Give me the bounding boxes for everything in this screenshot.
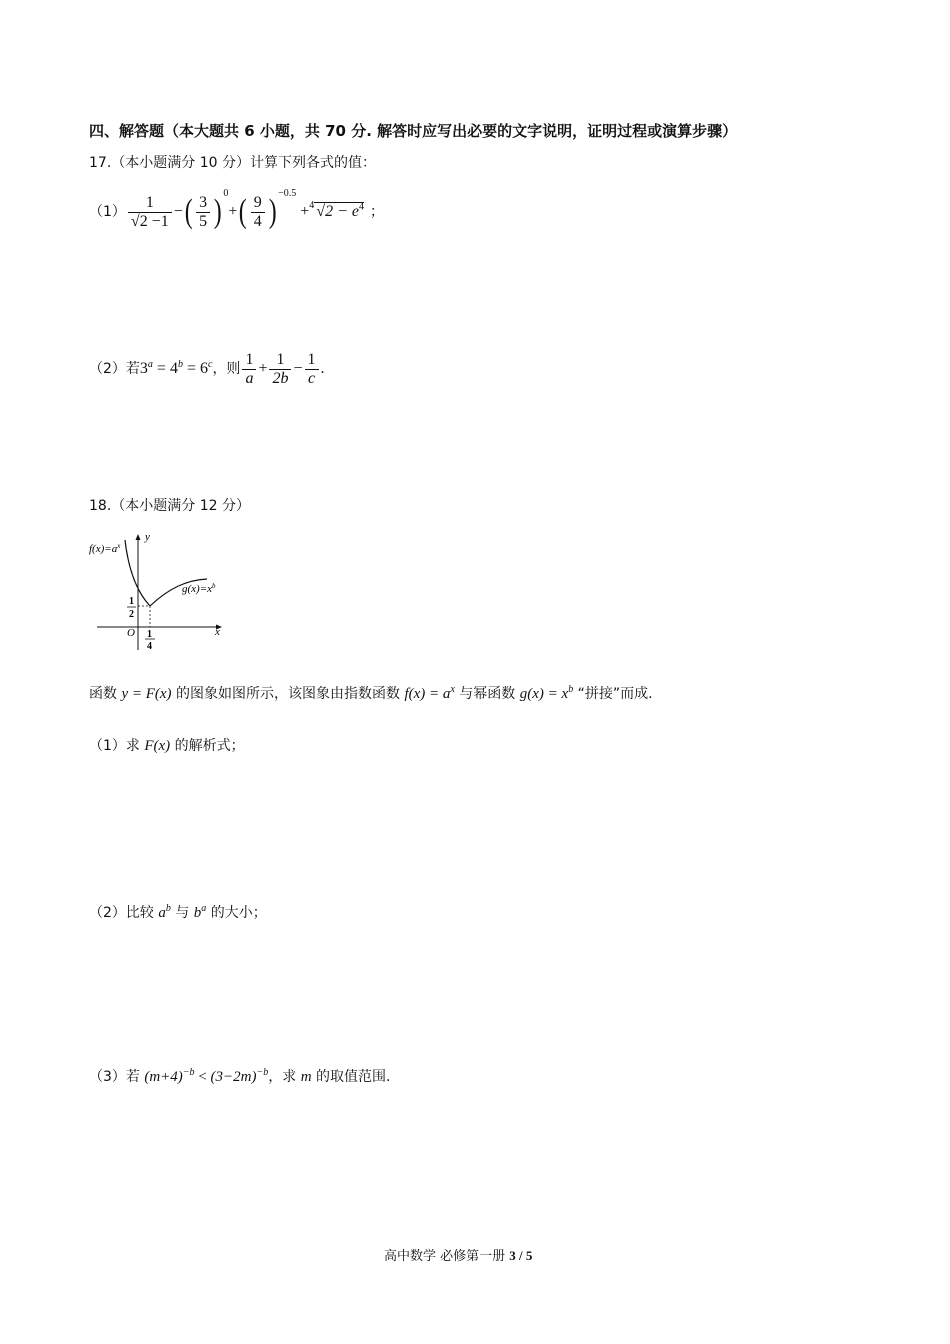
q18-part3 xyxy=(89,1066,390,1086)
q17-part2-frac2-num: 1 xyxy=(269,351,291,370)
left-paren: ( xyxy=(239,193,248,231)
q17-part1 xyxy=(89,188,384,231)
q17-part2-frac3-den: c xyxy=(307,370,316,387)
q17-part1-term2-exp: 0 xyxy=(223,188,229,199)
q17-part1-term1 xyxy=(128,194,172,231)
q17-part1-term3-den: 4 xyxy=(253,212,262,230)
x-tick-den: 4 xyxy=(147,641,152,652)
q17-part2-frac1-num: 1 xyxy=(242,351,256,370)
q18-part2-base-a: a xyxy=(158,905,166,921)
q18-part3-e: ，求 xyxy=(268,1069,301,1085)
section-title: 四、解答题（本大题共 6 小题，共 70 分. 解答时应写出必要的文字说明，证明过程或演算步骤） xyxy=(89,122,738,140)
f-label: $f(x)=a^x$ xyxy=(89,542,121,555)
q17-part2-frac2-den: 2b xyxy=(272,370,289,387)
y-axis-label: y xyxy=(145,531,150,543)
q18-desc-func-f-exp: x xyxy=(450,684,455,695)
q17-part2-exp-b: b xyxy=(177,358,183,370)
g-label: $g(x)=x^b$ xyxy=(182,582,216,595)
q17-part2-frac1 xyxy=(242,351,256,388)
q18-part2-exp-b: b xyxy=(165,903,171,914)
q17-part1-end: ； xyxy=(369,204,384,220)
q17-part2-then: ，则 xyxy=(212,361,241,378)
q17-part2-frac1-den: a xyxy=(245,370,254,387)
q18-part1-func: F(x) xyxy=(144,738,171,754)
x-tick-num: 1 xyxy=(147,629,152,640)
q18-graph-svg xyxy=(89,528,229,653)
q18-part2-a: （2）比较 xyxy=(89,905,159,921)
q17-part1-root-exp: 4 xyxy=(358,201,364,213)
q18-part2-exp-a: a xyxy=(201,903,207,914)
q18-part1-c: 的解析式； xyxy=(170,738,245,754)
q18-part2-base-b: b xyxy=(193,905,202,921)
q17-part2-frac2 xyxy=(269,351,291,388)
q18-part3-lhs-exp: −b xyxy=(182,1067,195,1078)
q17-part1-term1-num: 1 xyxy=(128,194,172,213)
q18-part3-var-m: m xyxy=(300,1069,312,1085)
q18-desc-func-g-exp: b xyxy=(568,684,574,695)
origin-label: O xyxy=(127,627,135,639)
y-tick-num: 1 xyxy=(129,596,134,607)
q17-part2-eq-mid2: = 6 xyxy=(182,360,208,378)
q17-part1-root-body: √2 − e xyxy=(316,203,359,220)
q17-part2-exp-c: c xyxy=(207,358,213,370)
right-paren: ) xyxy=(213,193,222,231)
q17-part1-term3-num: 9 xyxy=(251,194,265,213)
q17-part1-root-index: 4 xyxy=(309,200,315,211)
footer-text: 高中数学 必修第一册 xyxy=(384,1249,510,1264)
q17-part2-frac3 xyxy=(305,351,319,388)
q18-part2 xyxy=(89,902,267,922)
q17-header: 17.（本小题满分 10 分）计算下列各式的值： xyxy=(89,155,376,171)
q18-part1-a: （1）求 xyxy=(89,738,145,754)
q17-part2-eq-base1: 3 xyxy=(139,360,148,378)
q18-header: 18.（本小题满分 12 分） xyxy=(89,498,250,514)
q17-part2-frac3-num: 1 xyxy=(305,351,319,370)
page-number: 3 / 5 xyxy=(509,1248,533,1263)
q18-desc-func-F: y = F(x) xyxy=(121,686,172,702)
q17-part1-plus1: + xyxy=(228,203,238,220)
q17-part1-plus2: + xyxy=(300,203,310,220)
q18-part2-e: 的大小； xyxy=(206,905,267,921)
q17-part1-term2 xyxy=(196,194,210,231)
q17-part1-term1-den: √2 −1 xyxy=(130,212,169,230)
right-paren: ) xyxy=(268,193,277,231)
q17-part2-exp-a: a xyxy=(147,358,153,370)
q18-desc-g: “拼接”而成. xyxy=(573,686,653,702)
q17-part1-root xyxy=(314,202,364,220)
q17-part1-minus: − xyxy=(173,203,183,220)
q18-desc-e: 与幂函数 xyxy=(454,686,520,702)
q18-part3-less-than: < xyxy=(194,1069,211,1085)
q18-part3-g: 的取值范围. xyxy=(311,1069,391,1085)
y-tick-den: 2 xyxy=(129,609,134,620)
q17-part1-label: （1） xyxy=(89,204,126,220)
q17-part2-minus: − xyxy=(293,360,303,378)
x-axis-label: x xyxy=(215,626,220,638)
q17-part2 xyxy=(89,351,325,388)
q17-part1-term2-den: 5 xyxy=(199,212,208,230)
q17-part2-plus: + xyxy=(258,360,268,378)
page-footer xyxy=(384,1245,532,1264)
q17-part2-eq-mid1: = 4 xyxy=(152,360,178,378)
q17-part1-term2-num: 3 xyxy=(196,194,210,213)
q18-desc-func-f: f(x) = a xyxy=(404,686,451,702)
q18-description xyxy=(89,683,653,703)
q17-part2-label: （2）若 xyxy=(89,361,140,378)
q17-part1-term3-exp: −0.5 xyxy=(278,188,297,199)
q18-graph xyxy=(89,528,229,653)
left-paren: ( xyxy=(184,193,193,231)
y-axis-arrow-icon xyxy=(136,534,141,540)
q18-desc-a: 函数 xyxy=(89,686,122,702)
q18-part3-lhs: (m+4) xyxy=(144,1069,183,1085)
q17-part2-end: . xyxy=(320,360,325,378)
q18-part3-a: （3）若 xyxy=(89,1069,145,1085)
q18-desc-c: 的图象如图所示，该图象由指数函数 xyxy=(171,686,405,702)
q18-part3-rhs-exp: −b xyxy=(256,1067,269,1078)
q18-part1 xyxy=(89,735,245,755)
q18-desc-func-g: g(x) = x xyxy=(519,686,569,702)
q17-part1-term3 xyxy=(251,194,265,231)
q18-part2-c: 与 xyxy=(170,905,194,921)
q18-part3-rhs: (3−2m) xyxy=(210,1069,257,1085)
